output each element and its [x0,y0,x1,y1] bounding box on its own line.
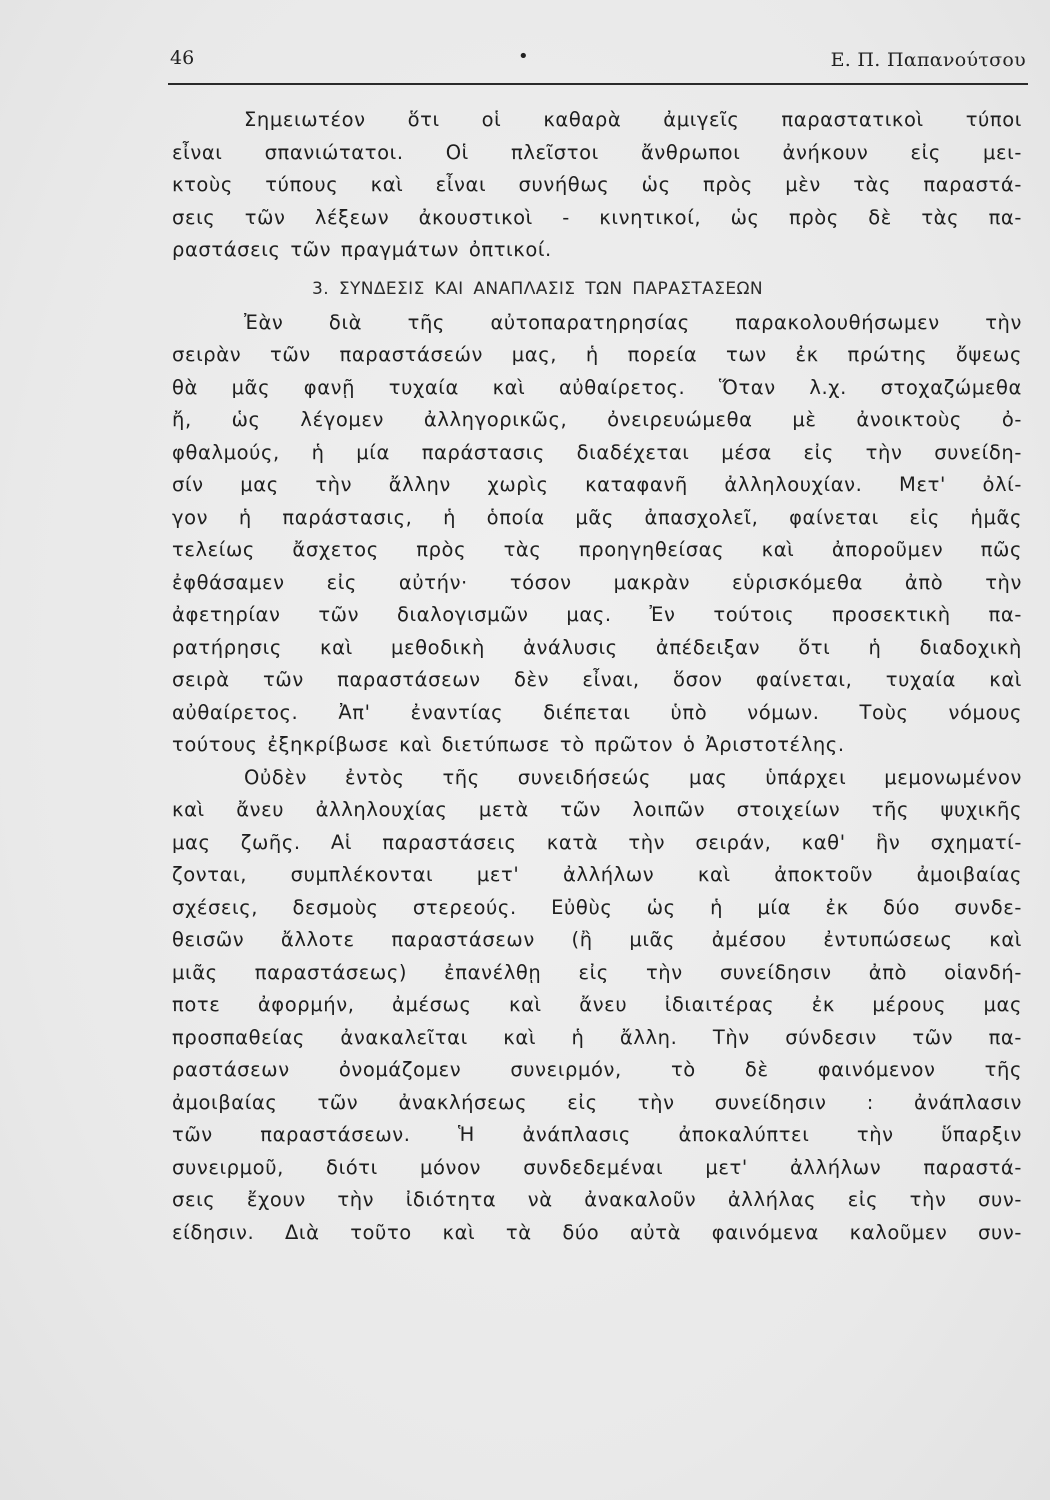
text-line: αὐθαίρετος. Ἀπ' ἐναντίας διέπεται ὑπὸ νόμων. Τοὺς νόμους [172,700,1022,724]
text-line: ἀμοιβαίας τῶν ἀνακλήσεως εἰς τὴν συνείδησιν : ἀνάπλασιν [172,1090,1022,1114]
text-line: ἤ, ὡς λέγομεν ἀλληγορικῶς, ὀνειρευώμεθα μὲ ἀνοικτοὺς ὀ- [172,408,1022,431]
text-line: κτοὺς τύπους καὶ εἶναι συνήθως ὡς πρὸς μὲν τὰς παραστά- [172,173,1022,196]
text-line: τελείως ἄσχετος πρὸς τὰς προηγηθείσας καὶ ἀποροῦμεν πῶς [172,538,1022,561]
text-line: τούτους ἐξηκρίβωσε καὶ διετύπωσε τὸ πρῶτον ὁ Ἀριστοτέλης. [172,733,845,756]
text-line: προσπαθείας ἀνακαλεῖται καὶ ἡ ἄλλη. Τὴν σύνδεσιν τῶν πα- [172,1025,1022,1049]
page-header [170,42,1026,82]
text-line: μας ζωῆς. Αἱ παραστάσεις κατὰ τὴν σειράν, καθ' ἣν σχηματί- [172,830,1022,854]
text-line: σχέσεις, δεσμοὺς στερεούς. Εὐθὺς ὡς ἡ μία ἐκ δύο συνδε- [172,895,1022,919]
paragraph-2 [172,307,1022,762]
paragraph-1 [172,104,1022,267]
text-line: ραστάσεων ὀνομάζομεν συνειρμόν, τὸ δὲ φαινόμενον τῆς [172,1058,1022,1081]
text-line: είδησιν. Διὰ τοῦτο καὶ τὰ δύο αὐτὰ φαινόμενα καλοῦμεν συν- [172,1220,1022,1244]
section-heading: 3. ΣΥΝΔΕΣΙΣ ΚΑΙ ΑΝΑΠΛΑΣΙΣ ΤΩΝ ΠΑΡΑΣΤΑΣΕΩΝ [312,278,763,299]
header-dot: • [518,46,529,67]
text-line: μιᾶς παραστάσεως) ἐπανέλθῃ εἰς τὴν συνείδησιν ἀπὸ οἱανδή- [172,960,1022,984]
text-line: ποτε ἀφορμήν, ἀμέσως καὶ ἄνευ ἰδιαιτέρας ἐκ μέρους μας [172,993,1022,1016]
text-line: ρατήρησις καὶ μεθοδικὴ ἀνάλυσις ἀπέδειξαν ὅτι ἡ διαδοχικὴ [172,635,1022,659]
text-line: ραστάσεις τῶν πραγμάτων ὀπτικοί. [172,238,552,261]
text-line: καὶ ἄνευ ἀλληλουχίας μετὰ τῶν λοιπῶν στοιχείων τῆς ψυχικῆς [172,798,1022,821]
text-line: Οὐδὲν ἐντὸς τῆς συνειδήσεώς μας ὑπάρχει μεμονωμένον [244,765,1022,789]
text-line: Ἐὰν διὰ τῆς αὐτοπαρατηρησίας παρακολουθήσωμεν τὴν [244,310,1022,334]
running-head-author: Ε. Π. Παπανούτσου [830,49,1026,71]
text-line: σειρὰν τῶν παραστάσεών μας, ἡ πορεία των ἐκ πρώτης ὄψεως [172,343,1022,366]
text-line: γον ἡ παράστασις, ἡ ὁποία μᾶς ἀπασχολεῖ, φαίνεται εἰς ἡμᾶς [172,505,1022,529]
header-rule [168,83,1028,85]
text-line: ζονται, συμπλέκονται μετ' ἀλλήλων καὶ ἀποκτοῦν ἀμοιβαίας [172,863,1022,886]
text-line: σεις ἔχουν τὴν ἰδιότητα νὰ ἀνακαλοῦν ἀλλήλας εἰς τὴν συν- [172,1188,1022,1211]
text-line: εἶναι σπανιώτατοι. Οἱ πλεῖστοι ἄνθρωποι ἀνήκουν εἰς μει- [172,140,1022,164]
text-line: ἐφθάσαμεν εἰς αὐτήν· τόσον μακρὰν εὑρισκόμεθα ἀπὸ τὴν [172,570,1022,594]
text-line: Σημειωτέον ὅτι οἱ καθαρὰ ἀμιγεῖς παραστατικοὶ τύποι [244,108,1022,131]
text-line: ἀφετηρίαν τῶν διαλογισμῶν μας. Ἐν τούτοις προσεκτικὴ πα- [172,603,1022,626]
text-line: σίν μας τὴν ἄλλην χωρὶς καταφανῆ ἀλληλουχίαν. Μετ' ὀλί- [172,473,1022,496]
text-line: θεισῶν ἄλλοτε παραστάσεων (ἢ μιᾶς ἀμέσου ἐντυπώσεως καὶ [172,928,1022,951]
body-text [172,104,1022,1249]
paragraph-3 [172,762,1022,1250]
text-line: φθαλμούς, ἡ μία παράστασις διαδέχεται μέσα εἰς τὴν συνείδη- [172,440,1022,464]
text-line: σειρὰ τῶν παραστάσεων δὲν εἶναι, ὅσον φαίνεται, τυχαία καὶ [172,668,1022,691]
text-line: συνειρμοῦ, διότι μόνον συνδεδεμέναι μετ' ἀλλήλων παραστά- [172,1155,1022,1179]
text-line: σεις τῶν λέξεων ἀκουστικοὶ - κινητικοί, ὡς πρὸς δὲ τὰς πα- [172,205,1022,229]
page-number: 46 [170,47,195,69]
text-line: θὰ μᾶς φανῇ τυχαία καὶ αὐθαίρετος. Ὅταν λ.χ. στοχαζώμεθα [172,375,1022,399]
text-line: τῶν παραστάσεων. Ἡ ἀνάπλασις ἀποκαλύπτει τὴν ὕπαρξιν [172,1123,1022,1146]
